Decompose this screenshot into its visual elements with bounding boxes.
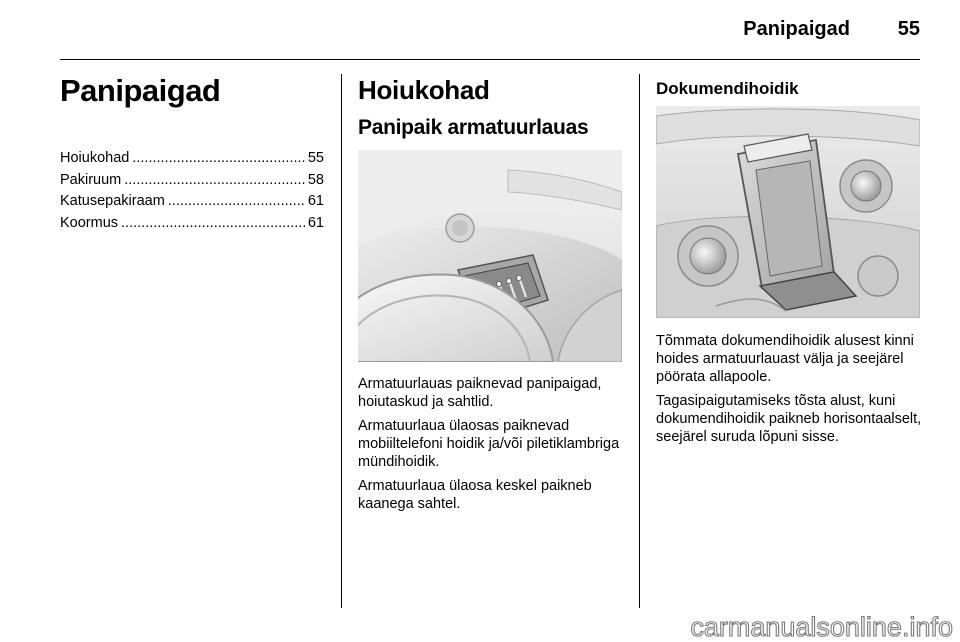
- paragraph: Tõmmata dokumendihoidik alusest kinni hoides armatuurlauast välja ja seejärel pöörata allapoole.: [656, 333, 914, 385]
- dashboard-storage-text: [358, 375, 624, 519]
- table-of-contents: [60, 150, 324, 236]
- toc-row[interactable]: [60, 150, 324, 172]
- document-holder-illustration: [656, 106, 920, 318]
- toc-row[interactable]: [60, 193, 324, 215]
- toc-page: 61: [307, 214, 324, 231]
- toc-page: 61: [307, 193, 324, 209]
- dashboard-storage-illustration: [358, 150, 622, 362]
- toc-row[interactable]: [60, 172, 324, 194]
- document-holder-text: [656, 332, 922, 452]
- document-holder-title: Dokumendihoidik: [656, 79, 799, 98]
- section-title: Hoiukohad: [358, 75, 490, 105]
- column-divider-2: [639, 74, 640, 608]
- page-header-title: Panipaigad: [743, 18, 850, 40]
- paragraph: Armatuurlauas paiknevad panipaigad, hoiutaskud ja sahtlid.: [358, 376, 602, 410]
- header-rule: [60, 59, 920, 60]
- toc-label: Koormus: [60, 214, 119, 231]
- paragraph: Armatuurlaua ülaosa keskel paikneb kaanega sahtel.: [358, 478, 592, 512]
- toc-row[interactable]: [60, 215, 324, 237]
- paragraph: Armatuurlaua ülaosas paiknevad mobiiltelefoni hoidik ja/või piletiklambriga mündihoidik.: [358, 418, 620, 470]
- toc-dot-leader: [132, 150, 305, 166]
- paragraph: Tagasipaigutamiseks tõsta alust, kuni dokumendihoidik paikneb horisontaalselt, seejärel suruda lõpuni sisse.: [656, 393, 922, 445]
- toc-label: Pakiruum: [60, 171, 122, 188]
- watermark-text: carmanualsonline.info: [690, 612, 953, 642]
- toc-page: 58: [307, 171, 324, 188]
- toc-dot-leader: [168, 193, 305, 209]
- toc-dot-leader: [124, 172, 305, 188]
- toc-label: Hoiukohad: [60, 150, 130, 166]
- chapter-title: Panipaigad: [60, 73, 221, 108]
- subsection-title: Panipaik armatuurlauas: [358, 116, 589, 139]
- page-number: 55: [897, 18, 920, 40]
- column-divider-1: [341, 74, 342, 608]
- toc-dot-leader: [121, 215, 305, 231]
- toc-label: Katusepakiraam: [60, 193, 165, 209]
- toc-page: 55: [307, 150, 324, 166]
